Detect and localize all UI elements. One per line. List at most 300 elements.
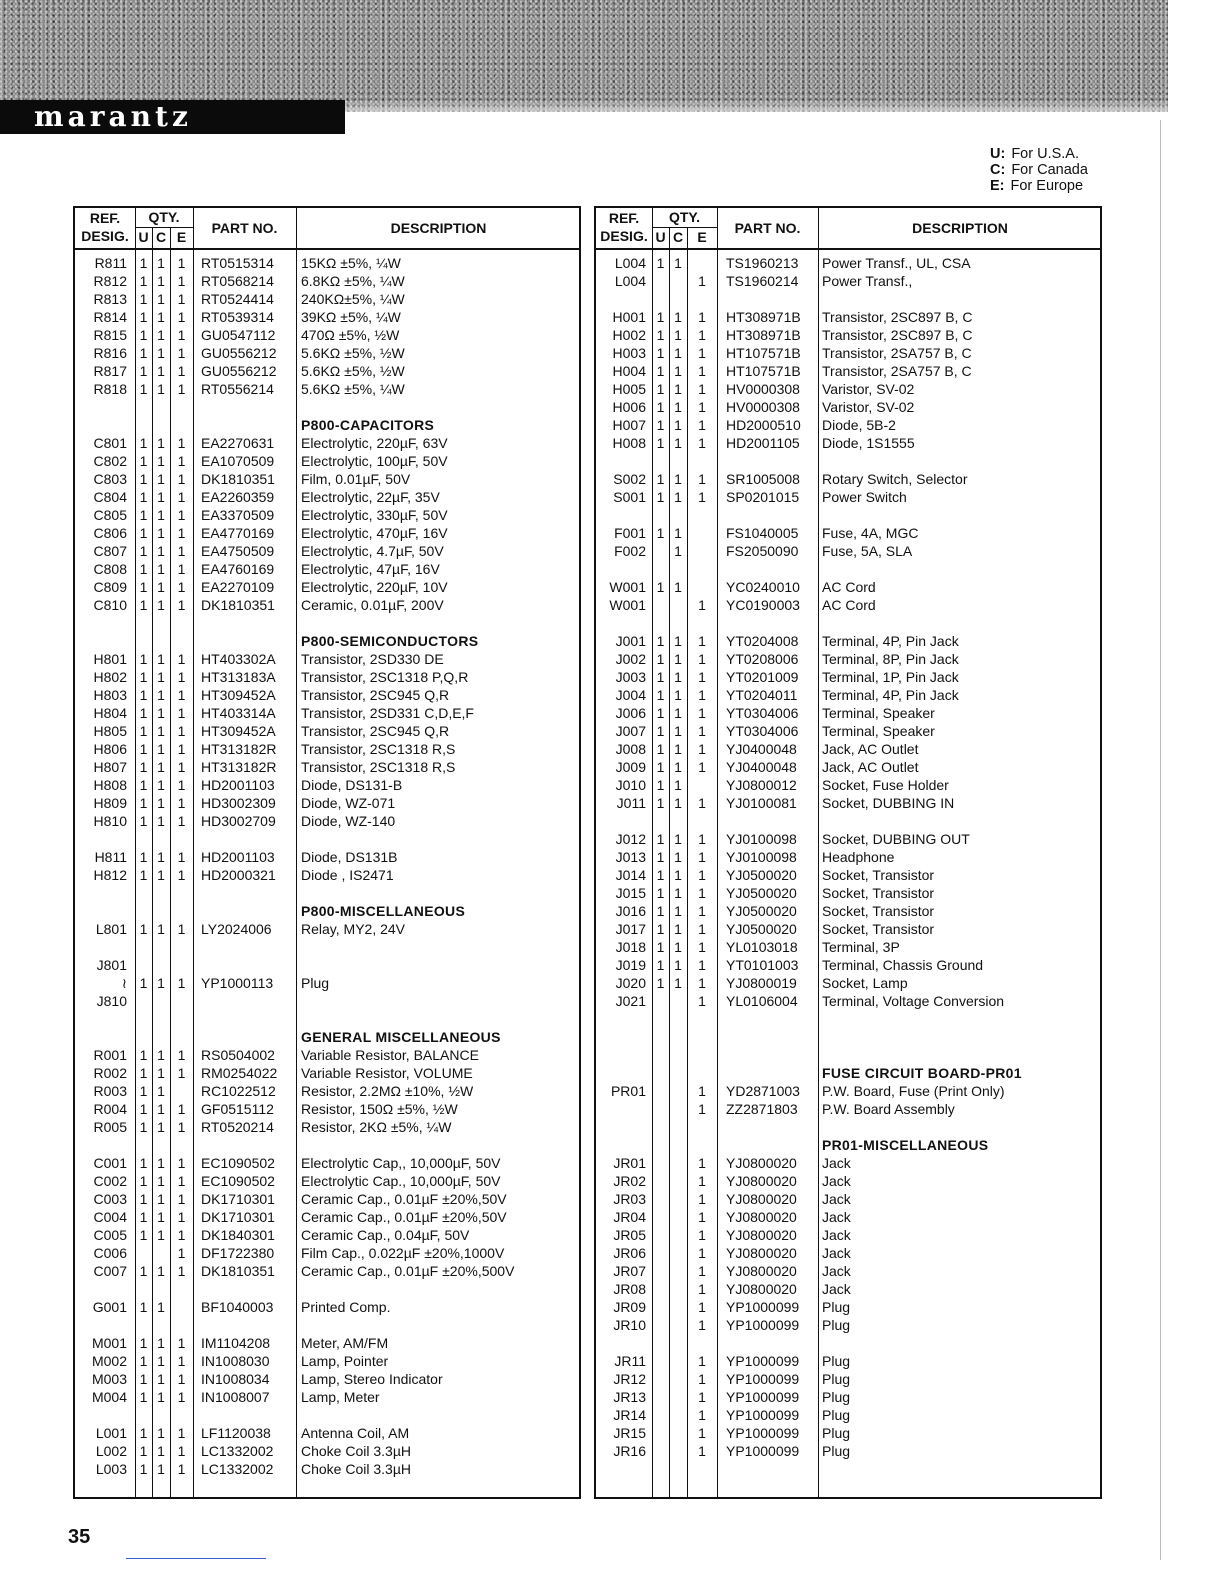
part-number: YJ0800020 <box>726 1245 797 1261</box>
qty-u: 1 <box>139 345 148 361</box>
qty-e: 1 <box>177 777 186 793</box>
table-row <box>75 1010 579 1028</box>
qty-u: 1 <box>139 489 148 505</box>
qty-c: 1 <box>157 921 165 937</box>
part-ref-desig: J015 <box>615 885 646 901</box>
qty-u: 1 <box>656 525 665 541</box>
qty-e: 1 <box>698 327 706 343</box>
part-number: DK1810351 <box>201 1263 275 1279</box>
part-description: Meter, AM/FM <box>301 1335 389 1351</box>
parts-table-right <box>594 206 1102 1499</box>
table-row <box>596 1280 1100 1298</box>
part-description: Plug <box>822 1299 851 1315</box>
part-number: YT0201009 <box>726 669 799 685</box>
part-description: Film Cap., 0.022µF ±20%,1000V <box>301 1245 505 1261</box>
qty-c: 1 <box>157 1047 165 1063</box>
part-number: HT107571B <box>726 363 801 379</box>
qty-u: 1 <box>656 705 665 721</box>
qty-e: 1 <box>177 723 186 739</box>
part-number: SP0201015 <box>726 489 800 505</box>
qty-c: 1 <box>674 417 682 433</box>
qty-e: 1 <box>698 1245 706 1261</box>
part-ref-desig: C810 <box>93 597 127 613</box>
part-number: HT403314A <box>201 705 276 721</box>
qty-e: 1 <box>698 957 706 973</box>
qty-u: 1 <box>656 399 665 415</box>
qty-e: 1 <box>177 1389 186 1405</box>
part-number: TS1960214 <box>726 273 799 289</box>
table-row <box>596 1082 1100 1100</box>
legend-row-e <box>990 178 1088 194</box>
qty-e: 1 <box>698 741 706 757</box>
qty-c: 1 <box>157 813 165 829</box>
part-ref-desig: R814 <box>93 309 127 325</box>
part-number: YT0208006 <box>726 651 799 667</box>
part-description: Terminal, Voltage Conversion <box>822 993 1005 1009</box>
qty-c: 1 <box>157 525 165 541</box>
header-part-no: PART NO. <box>734 220 801 236</box>
qty-e: 1 <box>177 795 186 811</box>
qty-u: 1 <box>139 1083 148 1099</box>
table-row <box>596 1262 1100 1280</box>
table-row <box>596 1388 1100 1406</box>
qty-e: 1 <box>698 867 706 883</box>
table-row <box>596 1298 1100 1316</box>
qty-u: 1 <box>656 363 665 379</box>
part-ref-desig: H008 <box>612 435 646 451</box>
table-row <box>75 776 579 794</box>
part-ref-desig: H802 <box>93 669 127 685</box>
qty-c: 1 <box>157 723 165 739</box>
qty-e: 1 <box>698 651 706 667</box>
part-ref-desig: M001 <box>91 1335 127 1351</box>
qty-u: 1 <box>656 381 665 397</box>
part-ref-desig: C808 <box>93 561 127 577</box>
qty-e: 1 <box>177 579 186 595</box>
table-row <box>75 830 579 848</box>
qty-u: 1 <box>139 687 148 703</box>
table-row <box>75 1406 579 1424</box>
part-number: SR1005008 <box>726 471 800 487</box>
part-description: Socket, Lamp <box>822 975 908 991</box>
part-description: Socket, Transistor <box>822 903 935 919</box>
part-number: YJ0400048 <box>726 741 797 757</box>
part-number: YT0204011 <box>726 687 798 703</box>
part-description: Jack <box>822 1173 851 1189</box>
part-ref-desig: J017 <box>615 921 646 937</box>
qty-u: 1 <box>656 939 665 955</box>
part-description: Transistor, 2SA757 B, C <box>822 345 972 361</box>
qty-c: 1 <box>674 939 682 955</box>
qty-e: 1 <box>698 831 706 847</box>
part-number: RT0515314 <box>201 255 274 271</box>
qty-u: 1 <box>139 1227 148 1243</box>
qty-e: 1 <box>698 1425 706 1441</box>
qty-c: 1 <box>674 543 682 559</box>
qty-u: 1 <box>139 597 148 613</box>
qty-e: 1 <box>177 291 186 307</box>
part-ref-desig: JR14 <box>613 1407 646 1423</box>
qty-u: 1 <box>139 1047 148 1063</box>
part-description: Diode, DS131B <box>301 849 398 865</box>
part-description: Plug <box>822 1407 851 1423</box>
part-ref-desig: S002 <box>613 471 646 487</box>
qty-u: 1 <box>139 1101 148 1117</box>
part-description: Diode , IS2471 <box>301 867 394 883</box>
part-description: Printed Comp. <box>301 1299 391 1315</box>
qty-c: 1 <box>157 543 165 559</box>
qty-u: 1 <box>656 435 665 451</box>
part-ref-desig: H001 <box>612 309 646 325</box>
qty-c: 1 <box>674 831 682 847</box>
part-description: Jack, AC Outlet <box>822 759 919 775</box>
table-row <box>75 1136 579 1154</box>
part-number: YJ0500020 <box>726 903 797 919</box>
qty-u: 1 <box>656 921 665 937</box>
qty-c: 1 <box>674 345 682 361</box>
table-row <box>596 596 1100 614</box>
part-ref-desig: JR08 <box>613 1281 646 1297</box>
part-description: Terminal, 8P, Pin Jack <box>822 651 959 667</box>
header-qty: QTY. <box>668 209 701 225</box>
part-description: Transistor, 2SA757 B, C <box>822 363 972 379</box>
part-description: 15KΩ ±5%, ¼W <box>301 255 401 271</box>
table-row <box>596 362 1100 380</box>
part-number: YJ0800020 <box>726 1227 797 1243</box>
qty-e: 1 <box>698 849 706 865</box>
part-ref-desig: JR02 <box>613 1173 646 1189</box>
part-ref-desig: R003 <box>93 1083 127 1099</box>
qty-c: 1 <box>157 1461 165 1477</box>
qty-e: 1 <box>177 1227 186 1243</box>
part-description: Transistor, 2SD331 C,D,E,F <box>301 705 474 721</box>
table-row <box>596 1172 1100 1190</box>
part-number: YP1000099 <box>726 1299 800 1315</box>
part-number: TS1960213 <box>726 255 799 271</box>
qty-e: 1 <box>698 309 706 325</box>
qty-u: 1 <box>139 1065 148 1081</box>
part-number: RT0520214 <box>201 1119 274 1135</box>
qty-e: 1 <box>177 849 186 865</box>
qty-e: 1 <box>177 1047 186 1063</box>
part-description: Relay, MY2, 24V <box>301 921 406 937</box>
part-number: DK1710301 <box>201 1209 275 1225</box>
header-description: DESCRIPTION <box>912 220 1008 236</box>
part-description: Diode, DS131-B <box>301 777 403 793</box>
part-number: YJ0500020 <box>726 867 797 883</box>
qty-e: 1 <box>698 759 706 775</box>
header-fade <box>340 100 1168 134</box>
qty-e: 1 <box>177 1209 186 1225</box>
qty-e: 1 <box>698 687 706 703</box>
qty-c: 1 <box>157 255 165 271</box>
part-ref-desig: H003 <box>612 345 646 361</box>
part-number: RS0504002 <box>201 1047 275 1063</box>
part-description: Transistor, 2SC945 Q,R <box>301 687 450 703</box>
table-row <box>75 272 579 290</box>
table-row <box>75 308 579 326</box>
qty-u: 1 <box>656 471 665 487</box>
qty-u: 1 <box>139 1119 148 1135</box>
header-part-no: PART NO. <box>211 220 278 236</box>
table-row <box>75 506 579 524</box>
qty-e: 1 <box>177 1173 186 1189</box>
part-description: Jack <box>822 1227 851 1243</box>
qty-e: 1 <box>698 471 706 487</box>
qty-c: 1 <box>157 471 165 487</box>
section-heading: PR01-MISCELLANEOUS <box>822 1137 989 1153</box>
part-ref-desig: M003 <box>91 1371 127 1387</box>
qty-u: 1 <box>139 453 148 469</box>
part-number: YJ0500020 <box>726 921 797 937</box>
qty-u: 1 <box>139 705 148 721</box>
table-row <box>596 1370 1100 1388</box>
part-number: LC1332002 <box>201 1443 274 1459</box>
qty-c: 1 <box>157 669 165 685</box>
table-row <box>75 1460 579 1478</box>
qty-c: 1 <box>674 795 682 811</box>
legend-row-u <box>990 146 1088 162</box>
part-number: YP1000099 <box>726 1371 800 1387</box>
qty-c: 1 <box>157 867 165 883</box>
qty-e: 1 <box>177 435 186 451</box>
qty-e: 1 <box>698 489 706 505</box>
qty-u: 1 <box>139 381 148 397</box>
qty-u: 1 <box>139 1191 148 1207</box>
part-description: Resistor, 150Ω ±5%, ½W <box>301 1101 458 1117</box>
qty-c: 1 <box>674 921 682 937</box>
rows-left <box>75 254 579 1478</box>
qty-u: 1 <box>656 345 665 361</box>
table-row <box>596 830 1100 848</box>
part-ref-desig: W001 <box>609 579 646 595</box>
qty-e: 1 <box>177 741 186 757</box>
part-number: YJ0800019 <box>726 975 797 991</box>
qty-e: 1 <box>177 309 186 325</box>
header-c: C <box>672 229 684 245</box>
table-row <box>596 488 1100 506</box>
qty-c: 1 <box>674 489 682 505</box>
table-row <box>75 1298 579 1316</box>
qty-u: 1 <box>139 867 148 883</box>
part-ref-desig: F002 <box>614 543 646 559</box>
qty-e: 1 <box>177 1353 186 1369</box>
table-row <box>75 344 579 362</box>
part-description: Electrolytic, 220µF, 10V <box>301 579 448 595</box>
table-row <box>596 434 1100 452</box>
header-description: DESCRIPTION <box>390 220 487 236</box>
qty-u: 1 <box>139 651 148 667</box>
qty-c: 1 <box>674 867 682 883</box>
header-e: E <box>697 229 707 245</box>
part-number: DK1810351 <box>201 597 275 613</box>
part-description: Diode, 1S1555 <box>822 435 915 451</box>
part-description: Jack <box>822 1245 851 1261</box>
part-ref-desig: H803 <box>93 687 127 703</box>
qty-c: 1 <box>674 579 682 595</box>
qty-e: 1 <box>698 705 706 721</box>
part-ref-desig: L004 <box>614 255 646 271</box>
table-row <box>75 1064 579 1082</box>
part-number: EA4750509 <box>201 543 275 559</box>
table-row <box>75 542 579 560</box>
part-number: YP1000099 <box>726 1389 800 1405</box>
part-description: Jack, AC Outlet <box>822 741 919 757</box>
part-description: Terminal, 4P, Pin Jack <box>822 687 959 703</box>
part-description: Diode, WZ-140 <box>301 813 396 829</box>
part-ref-desig: R815 <box>93 327 127 343</box>
table-row <box>596 668 1100 686</box>
part-ref-desig: C805 <box>93 507 127 523</box>
qty-c: 1 <box>157 1155 165 1171</box>
part-description: Diode, 5B-2 <box>822 417 896 433</box>
part-ref-desig: J016 <box>615 903 646 919</box>
part-number: HT313182R <box>201 741 277 757</box>
part-number: EA1070509 <box>201 453 275 469</box>
qty-c: 1 <box>157 1065 165 1081</box>
qty-c: 1 <box>157 1389 165 1405</box>
part-description: Plug <box>822 1389 851 1405</box>
part-number: HT309452A <box>201 687 276 703</box>
qty-c: 1 <box>674 525 682 541</box>
part-ref-desig: J001 <box>615 633 646 649</box>
part-description: Electrolytic Cap,, 10,000µF, 50V <box>301 1155 501 1171</box>
qty-e: 1 <box>177 813 186 829</box>
table-row <box>596 254 1100 272</box>
qty-u: 1 <box>139 1299 148 1315</box>
part-number: YJ0800020 <box>726 1263 797 1279</box>
legend-code: C: <box>990 162 1006 178</box>
part-ref-desig: J012 <box>615 831 646 847</box>
qty-c: 1 <box>674 363 682 379</box>
marantz-logo: marantz <box>0 100 345 134</box>
part-description: AC Cord <box>822 579 876 595</box>
part-number: HD2001103 <box>201 777 275 793</box>
qty-e: 1 <box>177 597 186 613</box>
part-description: Diode, WZ-071 <box>301 795 396 811</box>
qty-u: 1 <box>139 309 148 325</box>
legend-code: U: <box>990 146 1006 162</box>
qty-e: 1 <box>177 867 186 883</box>
part-ref-desig: JR16 <box>613 1443 646 1459</box>
part-ref-desig: J019 <box>615 957 646 973</box>
table-row <box>75 668 579 686</box>
qty-e: 1 <box>177 705 186 721</box>
part-number: HD3002709 <box>201 813 276 829</box>
part-number: FS2050090 <box>726 543 799 559</box>
part-number: HT313182R <box>201 759 277 775</box>
qty-c: 1 <box>157 579 165 595</box>
qty-u: 1 <box>139 1263 148 1279</box>
qty-c: 1 <box>674 471 682 487</box>
section-heading: GENERAL MISCELLANEOUS <box>301 1029 501 1045</box>
table-row <box>596 1118 1100 1136</box>
qty-e: 1 <box>177 489 186 505</box>
part-number: EA4770169 <box>201 525 275 541</box>
qty-u: 1 <box>656 849 665 865</box>
page-number: 35 <box>68 1526 91 1548</box>
qty-u: 1 <box>139 363 148 379</box>
part-number: RM0254022 <box>201 1065 278 1081</box>
qty-e: 1 <box>177 1191 186 1207</box>
qty-e: 1 <box>698 345 706 361</box>
table-row <box>596 794 1100 812</box>
part-number: RT0539314 <box>201 309 274 325</box>
part-description: Socket, Transistor <box>822 867 935 883</box>
part-number: YJ0800020 <box>726 1191 797 1207</box>
part-description: Terminal, Speaker <box>822 705 935 721</box>
table-row <box>75 704 579 722</box>
part-description: Transistor, 2SC1318 P,Q,R <box>301 669 469 685</box>
qty-u: 1 <box>139 759 148 775</box>
qty-c: 1 <box>674 651 682 667</box>
qty-c: 1 <box>157 1371 165 1387</box>
header-ref: REF. <box>89 210 121 226</box>
part-description: Fuse, 4A, MGC <box>822 525 919 541</box>
part-description: 5.6KΩ ±5%, ½W <box>301 363 405 379</box>
part-description: Jack <box>822 1263 851 1279</box>
qty-c: 1 <box>157 489 165 505</box>
part-description: P.W. Board, Fuse (Print Only) <box>822 1083 1005 1099</box>
part-description: Choke Coil 3.3µH <box>301 1443 412 1459</box>
part-ref-desig: H811 <box>94 849 127 865</box>
part-description: AC Cord <box>822 597 876 613</box>
part-description: Lamp, Pointer <box>301 1353 389 1369</box>
part-number: EA4760169 <box>201 561 275 577</box>
part-number: DF1722380 <box>201 1245 275 1261</box>
qty-c: 1 <box>157 1083 165 1099</box>
qty-c: 1 <box>157 435 165 451</box>
table-row <box>596 920 1100 938</box>
table-row <box>596 1208 1100 1226</box>
qty-e: 1 <box>698 381 706 397</box>
part-description: Resistor, 2.2MΩ ±10%, ½W <box>301 1083 474 1099</box>
qty-c: 1 <box>674 255 682 271</box>
qty-e: 1 <box>177 345 186 361</box>
qty-e: 1 <box>698 885 706 901</box>
header-c: C <box>155 229 167 245</box>
qty-u: 1 <box>139 435 148 451</box>
qty-u: 1 <box>656 975 665 991</box>
section-heading: P800-SEMICONDUCTORS <box>301 633 479 649</box>
qty-c: 1 <box>157 1209 165 1225</box>
qty-e: 1 <box>698 669 706 685</box>
qty-u: 1 <box>656 633 665 649</box>
table-row <box>75 1442 579 1460</box>
qty-u: 1 <box>139 849 148 865</box>
part-ref-desig: L003 <box>95 1461 127 1477</box>
part-number: YJ0400048 <box>726 759 797 775</box>
part-description: Transistor, 2SC897 B, C <box>822 309 973 325</box>
part-number: HD2001105 <box>726 435 800 451</box>
table-row <box>75 956 579 974</box>
table-row <box>75 1388 579 1406</box>
part-description: Plug <box>822 1317 851 1333</box>
part-ref-desig: H810 <box>93 813 127 829</box>
table-row <box>75 416 579 434</box>
part-number: YP1000099 <box>726 1425 800 1441</box>
part-description: Jack <box>822 1281 851 1297</box>
part-ref-desig: H006 <box>612 399 646 415</box>
part-ref-desig: J021 <box>615 993 646 1009</box>
part-ref-desig: R002 <box>93 1065 127 1081</box>
part-number: YP1000113 <box>201 975 274 991</box>
part-ref-desig: JR13 <box>613 1389 646 1405</box>
qty-c: 1 <box>157 507 165 523</box>
table-row <box>596 740 1100 758</box>
part-number: EC1090502 <box>201 1173 275 1189</box>
qty-e: 1 <box>698 921 706 937</box>
